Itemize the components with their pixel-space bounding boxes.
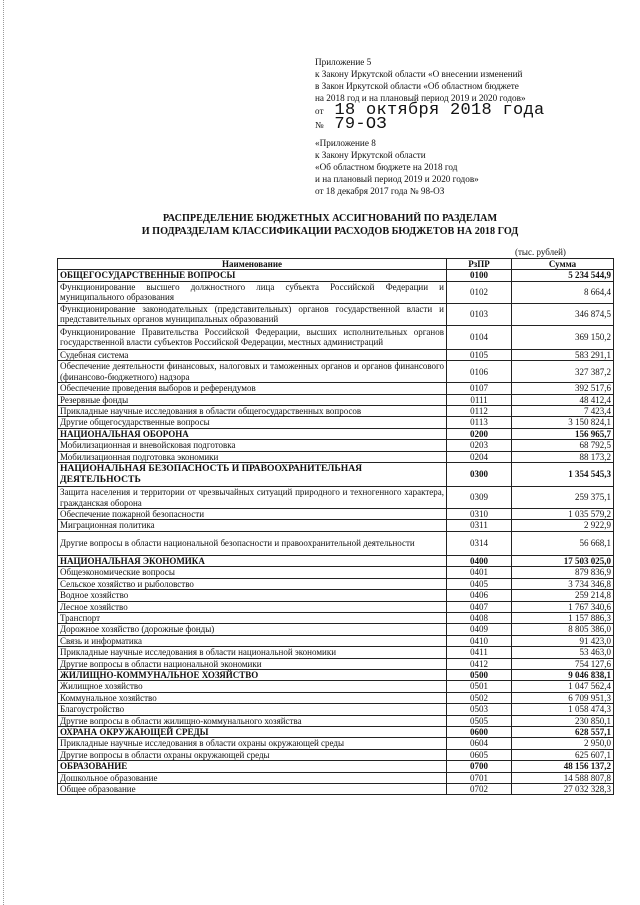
table-row [58,635,614,646]
row-name: Другие общегосударственные вопросы [58,417,447,428]
row-name: Водное хозяйство [58,590,447,601]
budget-table [57,258,614,795]
row-code: 0112 [447,406,512,417]
table-row [58,749,614,760]
row-sum: 17 503 025,0 [512,555,614,566]
row-code: 0204 [447,451,512,462]
section-row [58,270,614,281]
row-name: Другие вопросы в области национальной безопасности и правоохранительной деятельности [58,531,447,555]
table-row [58,738,614,749]
row-name: ОБРАЗОВАНИЕ [58,761,447,772]
row-code: 0107 [447,383,512,394]
row-sum: 754 127,6 [512,658,614,669]
row-name: Прикладные научные исследования в области охраны окружающей среды [58,738,447,749]
row-name: Дошкольное образование [58,772,447,783]
row-name: Общеэкономические вопросы [58,567,447,578]
row-sum: 879 836,9 [512,567,614,578]
table-row [58,394,614,405]
section-row [58,726,614,737]
row-name: Другие вопросы в области жилищно-коммунального хозяйства [58,715,447,726]
row-code: 0400 [447,555,512,566]
row-code: 0300 [447,463,512,487]
title-line-1: РАСПРЕДЕЛЕНИЕ БЮДЖЕТНЫХ АССИГНОВАНИЙ ПО РАЗДЕЛАМ [162,213,498,224]
header-line: и на плановый период 2019 и 2020 годов» [315,174,479,184]
row-sum: 230 850,1 [512,715,614,726]
table-row [58,383,614,394]
row-name: Обеспечение проведения выборов и референдумов [58,383,447,394]
header-sum: Сумма [512,259,614,270]
row-code: 0505 [447,715,512,726]
row-code: 0408 [447,612,512,623]
row-sum: 2 922,9 [512,520,614,531]
header-line: к Закону Иркутской области «О внесении изменений [315,69,523,79]
row-code: 0309 [447,487,512,509]
row-name: Сельское хозяйство и рыболовство [58,578,447,589]
header-line: «Об областном бюджете на 2018 год [315,162,458,172]
section-row [58,463,614,487]
row-sum: 8 805 386,0 [512,624,614,635]
row-code: 0409 [447,624,512,635]
row-code: 0103 [447,303,512,325]
row-sum: 91 423,0 [512,635,614,646]
row-code: 0314 [447,531,512,555]
number-prefix: № [315,120,324,130]
header-name: Наименование [58,259,447,270]
table-row [58,692,614,703]
row-name: Обеспечение деятельности финансовых, налоговых и таможенных органов и органов финансового (финансово-бюджетного) надзора [58,361,447,383]
row-name: Жилищное хозяйство [58,681,447,692]
number-value: 79-ОЗ [334,115,387,134]
row-code: 0604 [447,738,512,749]
row-code: 0113 [447,417,512,428]
row-name: НАЦИОНАЛЬНАЯ ОБОРОНА [58,428,447,439]
section-row [58,555,614,566]
row-code: 0502 [447,692,512,703]
header-code: РзПР [447,259,512,270]
row-name: Миграционная политика [58,520,447,531]
row-name: ОБЩЕГОСУДАРСТВЕННЫЕ ВОПРОСЫ [58,270,447,281]
section-row [58,761,614,772]
row-code: 0501 [447,681,512,692]
row-code: 0401 [447,567,512,578]
table-row [58,681,614,692]
units-note: (тыс. рублей) [515,247,566,257]
table-row [58,647,614,658]
table-row [58,417,614,428]
row-sum: 3 734 346,8 [512,578,614,589]
section-row [58,428,614,439]
row-sum: 156 965,7 [512,428,614,439]
row-code: 0500 [447,669,512,680]
table-row [58,772,614,783]
row-code: 0605 [447,749,512,760]
row-code: 0310 [447,509,512,520]
table-row [58,567,614,578]
document-title [60,212,600,238]
row-sum: 369 150,2 [512,325,614,349]
row-sum: 8 664,4 [512,281,614,303]
row-sum: 1 058 474,3 [512,704,614,715]
row-name: НАЦИОНАЛЬНАЯ БЕЗОПАСНОСТЬ И ПРАВООХРАНИТЕЛЬНАЯ ДЕЯТЕЛЬНОСТЬ [58,463,447,487]
row-name: ЖИЛИЩНО-КОММУНАЛЬНОЕ ХОЗЯЙСТВО [58,669,447,680]
table-row [58,531,614,555]
row-code: 0203 [447,440,512,451]
table-header-row [58,259,614,270]
law-number-stamp [315,115,615,134]
header-line: «Приложение 8 [315,138,376,148]
row-sum: 1 035 579,2 [512,509,614,520]
row-code: 0102 [447,281,512,303]
row-code: 0100 [447,270,512,281]
row-code: 0200 [447,428,512,439]
table-row [58,601,614,612]
row-name: Дорожное хозяйство (дорожные фонды) [58,624,447,635]
table-row [58,303,614,325]
table-row [58,704,614,715]
row-sum: 27 032 328,3 [512,784,614,795]
row-name: Функционирование высшего должностного лица субъекта Российской Федерации и муниципального образования [58,281,447,303]
row-code: 0104 [447,325,512,349]
row-name: Обеспечение пожарной безопасности [58,509,447,520]
table-row [58,406,614,417]
row-code: 0700 [447,761,512,772]
table-row [58,784,614,795]
row-name: Связь и информатика [58,635,447,646]
row-code: 0411 [447,647,512,658]
table-row [58,451,614,462]
header-line: на 2018 год и на плановый период 2019 и 2020 годов» [315,93,526,103]
row-sum: 48 156 137,2 [512,761,614,772]
section-row [58,669,614,680]
scan-edge-line [3,0,4,905]
row-code: 0106 [447,361,512,383]
row-name: Прикладные научные исследования в области общегосударственных вопросов [58,406,447,417]
row-code: 0702 [447,784,512,795]
row-sum: 48 412,4 [512,394,614,405]
table-row [58,509,614,520]
row-code: 0405 [447,578,512,589]
row-sum: 346 874,5 [512,303,614,325]
row-sum: 6 709 951,3 [512,692,614,703]
row-code: 0701 [447,772,512,783]
row-name: Другие вопросы в области охраны окружающей среды [58,749,447,760]
row-sum: 392 517,6 [512,383,614,394]
row-code: 0311 [447,520,512,531]
row-name: Благоустройство [58,704,447,715]
appendix-header [315,56,615,197]
row-name: Мобилизационная подготовка экономики [58,451,447,462]
row-name: Защита населения и территории от чрезвычайных ситуаций природного и техногенного характера, гражданская оборона [58,487,447,509]
row-sum: 88 173,2 [512,451,614,462]
date-value: 18 октября 2018 года [334,101,545,120]
row-sum: 259 214,8 [512,590,614,601]
header-line: Приложение 5 [315,57,372,67]
table-row [58,281,614,303]
row-sum: 625 607,1 [512,749,614,760]
row-code: 0412 [447,658,512,669]
table-row [58,624,614,635]
table-row [58,440,614,451]
header-line: от 18 декабря 2017 года № 98-ОЗ [315,186,445,196]
row-name: НАЦИОНАЛЬНАЯ ЭКОНОМИКА [58,555,447,566]
table-row [58,325,614,349]
row-sum: 327 387,2 [512,361,614,383]
row-code: 0503 [447,704,512,715]
row-name: Судебная система [58,349,447,360]
date-prefix: от [315,106,324,116]
row-name: Общее образование [58,784,447,795]
row-name: Коммунальное хозяйство [58,692,447,703]
row-name: Функционирование Правительства Российской Федерации, высших исполнительных органов государственной власти субъектов Российской Федерации, местных администраций [58,325,447,349]
row-sum: 68 792,5 [512,440,614,451]
row-name: Лесное хозяйство [58,601,447,612]
row-sum: 1 354 545,3 [512,463,614,487]
row-sum: 14 588 807,8 [512,772,614,783]
header-line: в Закон Иркутской области «Об областном бюджете [315,81,519,91]
table-body [58,270,614,795]
row-code: 0406 [447,590,512,601]
row-sum: 628 557,1 [512,726,614,737]
row-code: 0600 [447,726,512,737]
row-name: Прикладные научные исследования в области национальной экономики [58,647,447,658]
row-name: Резервные фонды [58,394,447,405]
row-name: Функционирование законодательных (представительных) органов государственной власти и представительных органов муниципальных образований [58,303,447,325]
row-name: Другие вопросы в области национальной экономики [58,658,447,669]
row-code: 0410 [447,635,512,646]
row-sum: 7 423,4 [512,406,614,417]
row-sum: 1 767 340,6 [512,601,614,612]
row-sum: 53 463,0 [512,647,614,658]
row-sum: 5 234 544,9 [512,270,614,281]
row-sum: 1 157 886,3 [512,612,614,623]
table-row [58,578,614,589]
table-row [58,590,614,601]
row-code: 0105 [447,349,512,360]
row-sum: 56 668,1 [512,531,614,555]
row-name: ОХРАНА ОКРУЖАЮЩЕЙ СРЕДЫ [58,726,447,737]
table-row [58,487,614,509]
row-name: Мобилизационная и вневойсковая подготовка [58,440,447,451]
row-sum: 259 375,1 [512,487,614,509]
table-row [58,612,614,623]
row-sum: 9 046 838,1 [512,669,614,680]
table-row [58,715,614,726]
row-name: Транспорт [58,612,447,623]
title-line-2: И ПОДРАЗДЕЛАМ КЛАССИФИКАЦИИ РАСХОДОВ БЮДЖЕТОВ НА 2018 ГОД [141,226,519,237]
row-sum: 1 047 562,4 [512,681,614,692]
row-code: 0111 [447,394,512,405]
row-sum: 583 291,1 [512,349,614,360]
table-row [58,520,614,531]
row-sum: 2 950,0 [512,738,614,749]
row-code: 0407 [447,601,512,612]
row-sum: 3 150 824,1 [512,417,614,428]
table-row [58,349,614,360]
table-row [58,658,614,669]
table-row [58,361,614,383]
header-line: к Закону Иркутской области [315,150,426,160]
